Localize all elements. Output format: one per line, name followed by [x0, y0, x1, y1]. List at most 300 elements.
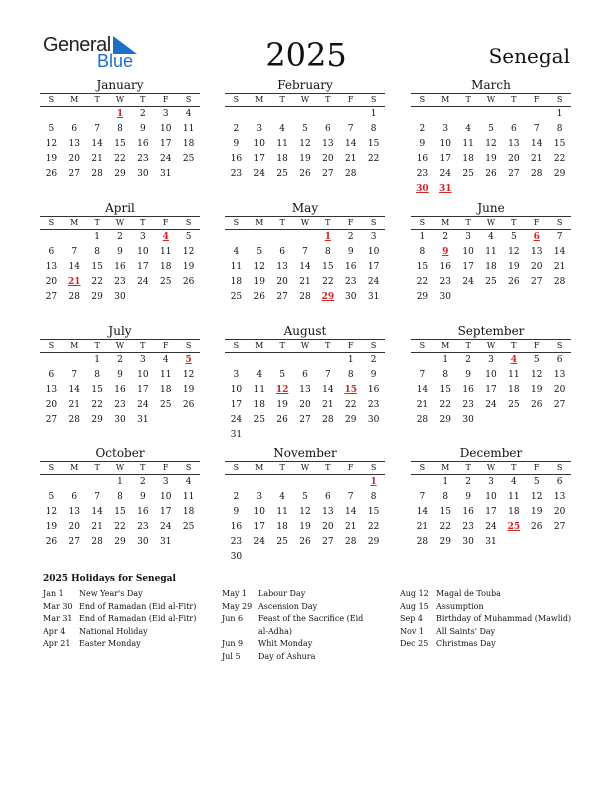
day-cell: 14 — [416, 385, 429, 395]
day-cell: 16 — [344, 262, 357, 272]
weekday-label: S — [419, 463, 426, 472]
day-grid — [411, 107, 571, 197]
day-cell: 25 — [253, 415, 265, 425]
day-cell: 20 — [299, 400, 311, 410]
day-cell: 1 — [94, 355, 100, 365]
day-cell: 8 — [94, 247, 100, 257]
holiday-row — [222, 601, 372, 614]
day-cell: 1 — [556, 109, 563, 119]
day-cell: 21 — [344, 522, 357, 532]
empty-cell — [225, 107, 248, 122]
holiday-name: Easter Monday — [79, 639, 141, 648]
holiday-row — [43, 613, 218, 626]
day-cell: 27 — [322, 169, 334, 179]
day-cell: 16 — [114, 262, 126, 272]
weekday-label: S — [370, 95, 377, 104]
day-cell: 7 — [347, 124, 354, 134]
holiday-date: Apr 4 — [43, 626, 66, 636]
day-cell: 2 — [139, 109, 146, 119]
day-cell: 29 — [367, 537, 380, 547]
day-cell: 16 — [114, 385, 126, 395]
month-name: March — [471, 78, 511, 92]
day-cell: 10 — [367, 247, 380, 257]
day-cell: 26 — [508, 277, 520, 287]
day-cell: 26 — [485, 169, 497, 179]
empty-cell — [271, 230, 294, 245]
empty-cell — [86, 107, 109, 122]
holiday-date: Mar 31 — [43, 614, 73, 623]
day-grid — [40, 107, 200, 182]
weekday-header — [411, 93, 571, 107]
day-cell: 3 — [256, 492, 263, 502]
day-cell: 3 — [370, 232, 377, 242]
day-cell: 28 — [68, 292, 80, 302]
day-cell: 29 — [416, 292, 429, 302]
weekday-label: F — [162, 341, 169, 350]
day-cell: 8 — [370, 492, 377, 502]
day-cell: 19 — [182, 262, 195, 272]
empty-cell — [294, 353, 317, 368]
month-name: April — [105, 201, 135, 215]
day-cell: 18 — [276, 154, 288, 164]
weekday-label: W — [115, 218, 125, 227]
empty-cell — [225, 475, 248, 490]
day-cell: 21 — [553, 262, 566, 272]
day-cell: 23 — [230, 537, 243, 547]
empty-cell — [63, 107, 86, 122]
day-grid — [225, 475, 385, 565]
day-cell: 2 — [370, 355, 377, 365]
day-cell: 24 — [439, 169, 451, 179]
day-cell: 24 — [137, 400, 149, 410]
day-cell: 25 — [159, 277, 172, 287]
day-cell: 26 — [276, 415, 288, 425]
day-cell: 15 — [91, 385, 103, 395]
day-cell: 9 — [347, 247, 354, 257]
day-cell: 10 — [462, 247, 474, 257]
day-cell: 21 — [530, 154, 543, 164]
day-cell: 31 — [485, 537, 497, 547]
day-cell: 28 — [322, 415, 334, 425]
day-cell: 28 — [553, 277, 566, 287]
weekday-label: T — [140, 218, 146, 227]
day-cell: 9 — [233, 139, 240, 149]
weekday-label: T — [511, 95, 517, 104]
empty-cell — [294, 230, 317, 245]
weekday-label: F — [162, 463, 169, 472]
day-cell: 3 — [488, 477, 494, 487]
month-name: August — [283, 324, 327, 338]
weekday-label: S — [556, 341, 563, 350]
day-cell: 18 — [159, 262, 172, 272]
weekday-label: F — [162, 95, 169, 104]
empty-cell — [271, 107, 294, 122]
weekday-label: S — [48, 463, 55, 472]
day-cell: 7 — [71, 370, 78, 380]
day-cell: 30 — [137, 537, 149, 547]
day-cell: 4 — [185, 477, 192, 487]
day-cell: 19 — [530, 507, 543, 517]
day-cell: 22 — [439, 400, 451, 410]
day-cell: 13 — [553, 492, 566, 502]
weekday-label: S — [370, 218, 377, 227]
weekday-label: T — [140, 463, 146, 472]
day-cell: 14 — [68, 385, 80, 395]
day-cell: 31 — [159, 537, 172, 547]
day-cell: 31 — [159, 169, 172, 179]
day-cell: 16 — [439, 262, 451, 272]
day-cell: 30 — [439, 292, 451, 302]
day-cell: 14 — [299, 262, 311, 272]
holiday-day-cell: 1 — [370, 477, 377, 487]
holiday-row — [400, 588, 575, 601]
day-cell: 23 — [416, 169, 429, 179]
day-cell: 30 — [462, 415, 474, 425]
weekday-label: W — [486, 341, 496, 350]
holiday-row — [222, 651, 372, 664]
empty-cell — [339, 475, 362, 490]
day-grid — [225, 353, 385, 443]
weekday-label: T — [94, 463, 100, 472]
holiday-day-cell: 4 — [162, 232, 169, 242]
day-grid — [40, 230, 200, 305]
weekday-label: T — [465, 463, 471, 472]
day-cell: 12 — [299, 139, 311, 149]
month-name: January — [96, 78, 144, 92]
day-cell: 9 — [117, 370, 123, 380]
day-cell: 13 — [322, 507, 334, 517]
weekday-label: M — [255, 95, 264, 104]
day-cell: 17 — [462, 262, 474, 272]
day-cell: 27 — [508, 169, 520, 179]
weekday-label: S — [419, 218, 426, 227]
day-cell: 5 — [302, 124, 308, 134]
empty-cell — [225, 230, 248, 245]
day-cell: 17 — [367, 262, 380, 272]
day-cell: 23 — [114, 277, 126, 287]
holiday-name: National Holiday — [79, 626, 148, 636]
weekday-label: S — [185, 463, 192, 472]
day-cell: 1 — [442, 355, 449, 365]
day-cell: 2 — [233, 492, 240, 502]
day-cell: 17 — [485, 507, 497, 517]
day-cell: 19 — [508, 262, 520, 272]
holiday-day-cell: 6 — [533, 232, 540, 242]
holiday-row — [400, 638, 575, 651]
day-cell: 21 — [299, 277, 311, 287]
weekday-label: M — [70, 218, 79, 227]
day-cell: 17 — [485, 385, 497, 395]
day-cell: 28 — [530, 169, 543, 179]
day-cell: 22 — [367, 154, 380, 164]
weekday-label: M — [70, 341, 79, 350]
holiday-row — [400, 601, 575, 614]
weekday-header — [411, 461, 571, 475]
day-cell: 15 — [114, 139, 126, 149]
day-cell: 5 — [533, 477, 540, 487]
day-cell: 14 — [91, 139, 103, 149]
month-june — [411, 202, 571, 305]
holiday-name: Whit Monday — [258, 639, 313, 648]
holiday-day-cell: 21 — [68, 277, 81, 287]
empty-cell — [434, 107, 457, 122]
day-cell: 4 — [233, 247, 240, 257]
day-cell: 4 — [162, 355, 169, 365]
weekday-label: T — [140, 95, 146, 104]
day-cell: 19 — [485, 154, 497, 164]
day-cell: 27 — [45, 415, 58, 425]
day-cell: 17 — [159, 139, 172, 149]
empty-cell — [225, 353, 248, 368]
weekday-header — [411, 216, 571, 230]
day-cell: 25 — [182, 154, 195, 164]
weekday-header — [40, 339, 200, 353]
weekday-header — [225, 461, 385, 475]
month-february — [225, 79, 385, 182]
holiday-name: Magal de Touba — [436, 589, 501, 598]
weekday-label: T — [94, 218, 100, 227]
day-cell: 19 — [182, 385, 195, 395]
day-cell: 30 — [367, 415, 380, 425]
holiday-name: Labour Day — [258, 589, 306, 598]
day-cell: 11 — [508, 370, 520, 380]
day-cell: 5 — [302, 492, 308, 502]
day-cell: 18 — [508, 385, 520, 395]
holiday-name: New Year's Day — [79, 589, 143, 598]
day-cell: 7 — [556, 232, 563, 242]
month-august — [225, 325, 385, 443]
day-cell: 20 — [68, 154, 80, 164]
empty-cell — [40, 353, 63, 368]
day-cell: 15 — [416, 262, 429, 272]
empty-cell — [502, 107, 525, 122]
day-cell: 16 — [137, 139, 149, 149]
day-cell: 23 — [462, 400, 474, 410]
day-cell: 12 — [253, 262, 265, 272]
day-cell: 6 — [71, 492, 78, 502]
holiday-day-cell: 30 — [416, 184, 429, 194]
empty-cell — [525, 107, 548, 122]
weekday-label: W — [115, 341, 125, 350]
weekday-label: M — [441, 341, 450, 350]
holiday-row — [222, 613, 372, 638]
day-cell: 11 — [276, 139, 288, 149]
day-cell: 10 — [485, 492, 497, 502]
weekday-label: W — [115, 95, 125, 104]
day-cell: 12 — [508, 247, 520, 257]
day-cell: 5 — [279, 370, 285, 380]
day-cell: 23 — [367, 400, 380, 410]
day-cell: 27 — [553, 400, 566, 410]
holiday-date: Jan 1 — [43, 589, 64, 598]
empty-cell — [411, 353, 434, 368]
day-cell: 16 — [462, 507, 474, 517]
year-title: 2025 — [265, 36, 347, 74]
day-cell: 24 — [253, 537, 265, 547]
day-cell: 9 — [233, 507, 240, 517]
month-january — [40, 79, 200, 182]
holiday-day-cell: 15 — [344, 385, 357, 395]
day-cell: 23 — [230, 169, 243, 179]
day-cell: 8 — [324, 247, 331, 257]
day-cell: 2 — [347, 232, 354, 242]
weekday-label: S — [233, 341, 240, 350]
day-cell: 18 — [508, 507, 520, 517]
day-cell: 11 — [508, 492, 520, 502]
day-cell: 26 — [299, 169, 311, 179]
day-cell: 2 — [117, 355, 123, 365]
day-cell: 3 — [488, 355, 494, 365]
weekday-header — [411, 339, 571, 353]
weekday-label: F — [533, 341, 540, 350]
day-cell: 8 — [117, 124, 123, 134]
day-cell: 6 — [48, 247, 55, 257]
day-cell: 20 — [45, 277, 58, 287]
day-cell: 20 — [553, 507, 566, 517]
month-name: September — [457, 324, 525, 338]
day-cell: 31 — [230, 430, 243, 440]
weekday-label: M — [441, 463, 450, 472]
day-cell: 6 — [48, 370, 55, 380]
month-name: May — [291, 201, 319, 215]
weekday-label: S — [233, 218, 240, 227]
weekday-label: T — [325, 218, 331, 227]
weekday-label: M — [441, 95, 450, 104]
day-cell: 22 — [553, 154, 566, 164]
day-cell: 23 — [439, 277, 451, 287]
day-cell: 26 — [45, 169, 58, 179]
day-cell: 9 — [370, 370, 377, 380]
holidays-column — [43, 588, 218, 651]
day-cell: 24 — [159, 154, 172, 164]
day-grid — [411, 475, 571, 550]
weekday-header — [225, 93, 385, 107]
day-cell: 1 — [419, 232, 426, 242]
day-cell: 1 — [347, 355, 354, 365]
month-name: October — [95, 446, 145, 460]
day-cell: 17 — [439, 154, 451, 164]
holiday-name: Christmas Day — [436, 639, 496, 648]
weekday-label: F — [533, 463, 540, 472]
month-may — [225, 202, 385, 305]
empty-cell — [457, 107, 480, 122]
day-cell: 8 — [370, 124, 377, 134]
day-cell: 12 — [530, 370, 543, 380]
holiday-date: Nov 1 — [400, 626, 424, 636]
weekday-label: M — [255, 463, 264, 472]
day-cell: 16 — [137, 507, 149, 517]
day-cell: 26 — [530, 522, 543, 532]
day-cell: 22 — [91, 277, 103, 287]
day-cell: 17 — [253, 154, 265, 164]
weekday-label: T — [465, 218, 471, 227]
day-cell: 18 — [485, 262, 497, 272]
day-cell: 18 — [462, 154, 474, 164]
day-cell: 13 — [45, 385, 58, 395]
day-cell: 9 — [139, 492, 146, 502]
holiday-day-cell: 9 — [442, 247, 449, 257]
day-cell: 30 — [230, 552, 243, 562]
day-cell: 2 — [465, 355, 471, 365]
day-cell: 27 — [299, 415, 311, 425]
day-cell: 21 — [322, 400, 334, 410]
day-cell: 24 — [159, 522, 172, 532]
weekday-label: F — [347, 95, 354, 104]
day-cell: 5 — [48, 492, 55, 502]
weekday-label: T — [279, 341, 285, 350]
day-cell: 18 — [253, 400, 265, 410]
day-cell: 2 — [465, 477, 471, 487]
weekday-label: T — [511, 218, 517, 227]
day-cell: 26 — [45, 537, 58, 547]
day-cell: 7 — [533, 124, 540, 134]
weekday-label: S — [556, 95, 563, 104]
day-cell: 22 — [439, 522, 451, 532]
day-cell: 4 — [256, 370, 263, 380]
day-cell: 15 — [367, 507, 380, 517]
day-cell: 6 — [302, 370, 308, 380]
weekday-label: S — [185, 95, 192, 104]
day-cell: 23 — [137, 154, 149, 164]
weekday-label: S — [233, 463, 240, 472]
day-cell: 5 — [185, 232, 192, 242]
weekday-label: T — [94, 341, 100, 350]
day-cell: 14 — [553, 247, 566, 257]
day-cell: 19 — [276, 400, 288, 410]
country-title: Senegal — [488, 44, 570, 68]
day-grid — [40, 475, 200, 550]
empty-cell — [480, 107, 503, 122]
holiday-name: Feast of the Sacrifice (Eid al-Adha) — [258, 614, 364, 636]
day-cell: 28 — [344, 537, 357, 547]
day-cell: 6 — [556, 355, 563, 365]
empty-cell — [316, 475, 339, 490]
day-cell: 12 — [182, 370, 195, 380]
day-cell: 2 — [442, 232, 449, 242]
weekday-header — [40, 461, 200, 475]
day-cell: 15 — [439, 385, 451, 395]
weekday-label: T — [511, 341, 517, 350]
day-cell: 27 — [276, 292, 288, 302]
day-grid — [411, 353, 571, 428]
weekday-label: S — [233, 95, 240, 104]
weekday-label: T — [140, 341, 146, 350]
day-cell: 16 — [416, 154, 429, 164]
day-cell: 2 — [419, 124, 426, 134]
empty-cell — [86, 475, 109, 490]
day-cell: 18 — [182, 139, 195, 149]
day-cell: 25 — [276, 537, 288, 547]
day-cell: 19 — [253, 277, 265, 287]
day-cell: 13 — [508, 139, 520, 149]
day-cell: 10 — [253, 507, 265, 517]
day-cell: 15 — [322, 262, 334, 272]
holiday-day-cell: 1 — [116, 109, 124, 119]
holiday-day-cell: 31 — [439, 184, 452, 194]
day-cell: 11 — [182, 124, 195, 134]
holiday-name: Ascension Day — [258, 601, 318, 611]
day-cell: 28 — [68, 415, 80, 425]
weekday-label: S — [185, 341, 192, 350]
weekday-header — [40, 216, 200, 230]
day-cell: 15 — [367, 139, 380, 149]
weekday-label: M — [255, 218, 264, 227]
day-cell: 4 — [488, 232, 494, 242]
holiday-date: Mar 30 — [43, 601, 73, 611]
day-cell: 7 — [94, 492, 100, 502]
weekday-header — [225, 216, 385, 230]
day-cell: 13 — [299, 385, 311, 395]
